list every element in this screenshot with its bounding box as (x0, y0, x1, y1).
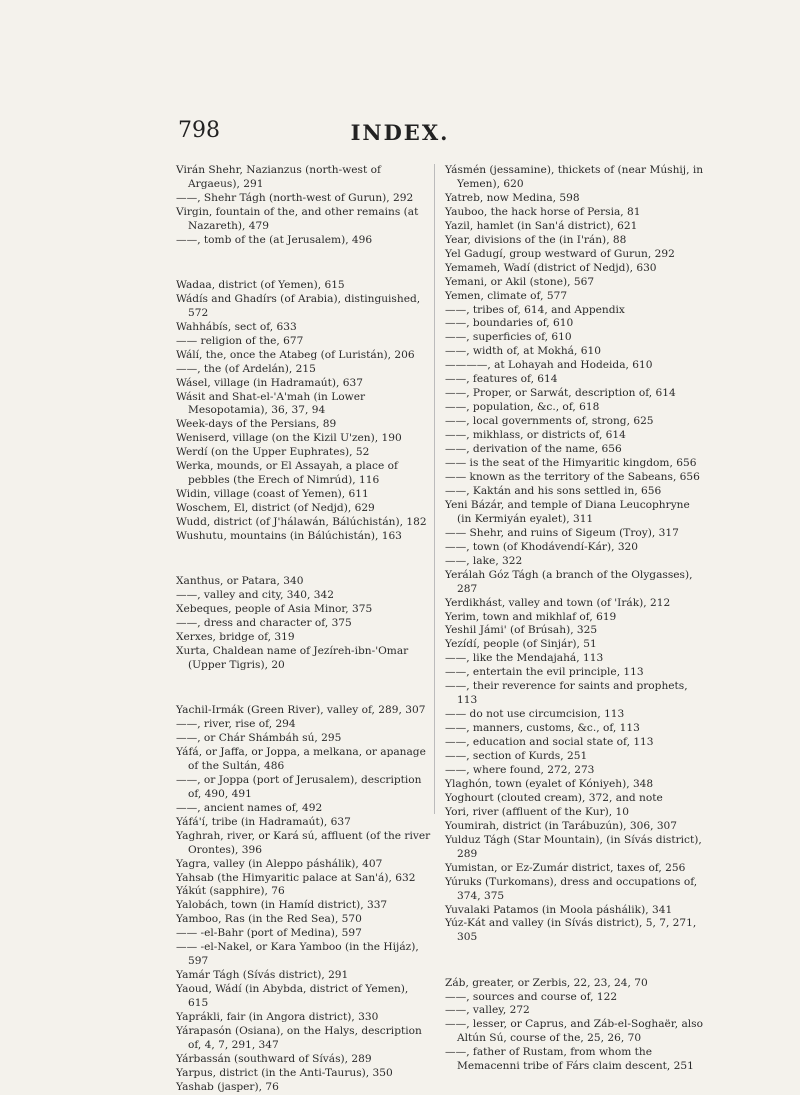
index-entry: ——, or Joppa (port of Jerusalem), description of, 490, 491 (176, 773, 422, 800)
column-divider (434, 164, 435, 814)
index-entry: Yákút (sapphire), 76 (176, 885, 285, 898)
index-entry: Yáfá'í, tribe (in Hadramaút), 637 (176, 815, 351, 828)
index-entry: Widin, village (coast of Yemen), 611 (176, 488, 369, 501)
index-entry: Youmirah, district (in Tarábuzún), 306, 307 (445, 819, 678, 832)
index-entry: ——, derivation of the name, 656 (445, 443, 622, 456)
index-entry: ——, the (of Ardelán), 215 (176, 362, 316, 375)
index-entry: Wushutu, mountains (in Bálúchistán), 163 (176, 530, 402, 543)
section-gap (445, 956, 705, 966)
index-entry: Yulduz Tágh (Star Mountain), (in Sívás district), 289 (445, 833, 702, 860)
index-entry: Woschem, El, district (of Nedjd), 629 (176, 502, 375, 515)
index-entry: Yerálah Góz Tágh (a branch of the Olygasses), 287 (445, 568, 693, 595)
index-entry: Yumistan, or Ez-Zumár district, taxes of, 256 (445, 861, 686, 874)
index-entry: ——, their reverence for saints and prophets, 113 (445, 680, 688, 707)
index-entry: Xebeques, people of Asia Minor, 375 (176, 603, 373, 616)
index-entry: Werka, mounds, or El Assayah, a place of pebbles (the Erech of Nimrúd), 116 (176, 460, 398, 487)
index-entry: Yárapasón (Osiana), on the Halys, description of, 4, 7, 291, 347 (176, 1024, 422, 1051)
index-entry: Weniserd, village (on the Kizil U'zen), 190 (176, 432, 402, 445)
index-entry: Wádís and Ghadírs (of Arabia), distinguished, 572 (176, 292, 421, 319)
index-entry: Yezídí, people (of Sinjár), 51 (445, 638, 597, 651)
index-entry: Xurta, Chaldean name of Jezíreh-ibn-'Omar (Upper Tigris), 20 (176, 644, 409, 671)
index-entry: Yaoud, Wádí (in Abybda, district of Yemen), 615 (176, 983, 409, 1010)
index-entry: Virgin, fountain of the, and other remains (at Nazareth), 479 (176, 205, 419, 232)
index-entry: Yori, river (affluent of the Kur), 10 (445, 805, 629, 818)
index-entry: ——, local governments of, strong, 625 (445, 415, 654, 428)
index-entry: Wásit and Shat-el-'A'mah (in Lower Mesopotamia), 36, 37, 94 (176, 390, 366, 417)
index-entry: —— -el-Nakel, or Kara Yamboo (in the Hijáz), 597 (176, 941, 419, 968)
index-entry: Week-days of the Persians, 89 (176, 418, 337, 431)
index-entry: Yerim, town and mikhlaf of, 619 (445, 610, 617, 623)
index-entry: Yásmén (jessamine), thickets of (near Múshij, in Yemen), 620 (445, 164, 704, 190)
index-entry: Xerxes, bridge of, 319 (176, 631, 295, 644)
index-entry: ——, where found, 272, 273 (445, 763, 595, 776)
index-entry: Yarpus, district (in the Anti-Taurus), 350 (176, 1066, 393, 1079)
index-entry: ——, width of, at Mokhá, 610 (445, 345, 601, 358)
index-entry: Yachil-Irmák (Green River), valley of, 289, 307 (176, 704, 426, 717)
page-header (0, 118, 800, 148)
index-entry: Yaprákli, fair (in Angora district), 330 (176, 1011, 379, 1024)
index-entry: Wahhábís, sect of, 633 (176, 320, 297, 333)
index-entry: ——, valley and city, 340, 342 (176, 589, 334, 602)
index-entry: Wudd, district (of J'hálawán, Bálúchistán), 182 (176, 516, 427, 529)
index-entry: Yúruks (Turkomans), dress and occupations of, 374, 375 (445, 875, 698, 902)
index-entry: ——, town (of Khodávendí-Kár), 320 (445, 540, 639, 553)
index-entry: —— do not use circumcision, 113 (445, 708, 625, 721)
index-entry: Yúz-Kát and valley (in Sívás district), 5, 7, 271, 305 (445, 917, 697, 944)
index-entry: Yazil, hamlet (in San'á district), 621 (445, 219, 638, 232)
index-entry: Yamboo, Ras (in the Red Sea), 570 (176, 913, 362, 926)
index-entry: Yeni Bázár, and temple of Diana Leucophryne (in Kermiyán eyalet), 311 (445, 498, 690, 525)
index-entry: Yemani, or Akil (stone), 567 (445, 275, 595, 288)
index-entry: ——, population, &c., of, 618 (445, 401, 600, 414)
index-entry: ——, dress and character of, 375 (176, 617, 352, 630)
index-entry: Záb, greater, or Zerbis, 22, 23, 24, 70 (445, 976, 648, 989)
index-entry: Yemameh, Wadí (district of Nedjd), 630 (445, 261, 657, 274)
index-entry: —— is the seat of the Himyaritic kingdom, 656 (445, 457, 697, 470)
index-entry: ——, features of, 614 (445, 373, 558, 386)
index-entry: ——, lake, 322 (445, 554, 523, 567)
index-entry: Yamár Tágh (Sívás district), 291 (176, 969, 349, 982)
page-number: 798 (178, 118, 220, 143)
index-entry: ——, sources and course of, 122 (445, 990, 618, 1003)
running-title: INDEX. (350, 120, 450, 145)
index-entry: ——, valley, 272 (445, 1004, 530, 1017)
index-entry: Virán Shehr, Nazianzus (north-west of Argaeus), 291 (176, 164, 381, 190)
index-entry: Yashab (jasper), 76 (176, 1080, 279, 1093)
index-entry: Wadaa, district (of Yemen), 615 (176, 278, 345, 291)
index-entry: Yaghrah, river, or Kará sú, affluent (of the river Orontes), 396 (176, 829, 431, 856)
index-entry: Yauboo, the hack horse of Persia, 81 (445, 205, 641, 218)
index-entry: ——, ancient names of, 492 (176, 801, 323, 814)
index-entry: Yatreb, now Medina, 598 (445, 191, 580, 204)
index-entry: ——, section of Kurds, 251 (445, 750, 588, 763)
index-entry: —— -el-Bahr (port of Medina), 597 (176, 927, 362, 940)
index-entry: ——, river, rise of, 294 (176, 718, 296, 731)
index-entry: Year, divisions of the (in I'rán), 88 (445, 233, 627, 246)
index-column-right (445, 164, 705, 1074)
index-entry: Ylaghón, town (eyalet of Kóniyeh), 348 (445, 777, 654, 790)
index-entry: Yahsab (the Himyaritic palace at San'á), 632 (176, 871, 416, 884)
index-entry: Yuvalaki Patamos (in Moola páshálik), 341 (445, 903, 673, 916)
index-entry: —— known as the territory of the Sabeans, 656 (445, 470, 700, 483)
index-entry: Yel Gadugí, group westward of Gurun, 292 (445, 247, 675, 260)
index-entry: Xanthus, or Patara, 340 (176, 575, 304, 588)
index-entry: Yárbassán (southward of Sívás), 289 (176, 1052, 372, 1065)
index-entry: ——, entertain the evil principle, 113 (445, 666, 644, 679)
index-entry: Wálí, the, once the Atabeg (of Luristán), 206 (176, 348, 415, 361)
index-entry: ——, or Chár Shámbáh sú, 295 (176, 731, 342, 744)
index-column-left (176, 164, 431, 1095)
index-entry: Werdí (on the Upper Euphrates), 52 (176, 446, 370, 459)
index-entry: —— Shehr, and ruins of Sigeum (Troy), 317 (445, 526, 679, 539)
index-entry: ——, manners, customs, &c., of, 113 (445, 722, 640, 735)
index-entry: ——, superficies of, 610 (445, 331, 572, 344)
index-entry: Wásel, village (in Hadramaút), 637 (176, 376, 363, 389)
index-entry: ——, tomb of the (at Jerusalem), 496 (176, 233, 373, 246)
index-entry: ——, education and social state of, 113 (445, 736, 654, 749)
index-entry: ——, mikhlass, or districts of, 614 (445, 429, 626, 442)
index-entry: Yerdikhást, valley and town (of 'Irák), 212 (445, 596, 671, 609)
index-entry: ——, father of Rustam, from whom the Memacenni tribe of Fárs claim descent, 251 (445, 1046, 694, 1073)
index-entry: Yeshil Jámi' (of Brúsah), 325 (445, 624, 598, 637)
index-entry: ——, Kaktán and his sons settled in, 656 (445, 484, 662, 497)
section-gap (176, 555, 431, 565)
index-entry: ——, boundaries of, 610 (445, 317, 574, 330)
index-entry: ——, like the Mendajahá, 113 (445, 652, 604, 665)
index-entry: Yalobách, town (in Hamíd district), 337 (176, 899, 388, 912)
index-entry: ————, at Lohayah and Hodeida, 610 (445, 359, 653, 372)
index-entry: Yáfá, or Jaffa, or Joppa, a melkana, or apanage of the Sultán, 486 (176, 745, 426, 772)
index-entry: ——, Shehr Tágh (north-west of Gurun), 292 (176, 191, 414, 204)
section-gap (176, 683, 431, 693)
index-entry: ——, lesser, or Caprus, and Záb-el-Soghaër, also Altún Sú, course of the, 25, 26, 70 (445, 1018, 703, 1045)
section-gap (176, 258, 431, 268)
index-entry: —— religion of the, 677 (176, 334, 304, 347)
index-entry: Yagra, valley (in Aleppo páshálik), 407 (176, 857, 383, 870)
index-entry: Yoghourt (clouted cream), 372, and note (445, 791, 663, 804)
index-entry: Yemen, climate of, 577 (445, 289, 568, 302)
index-entry: ——, tribes of, 614, and Appendix (445, 303, 625, 316)
index-entry: ——, Proper, or Sarwát, description of, 614 (445, 387, 676, 400)
